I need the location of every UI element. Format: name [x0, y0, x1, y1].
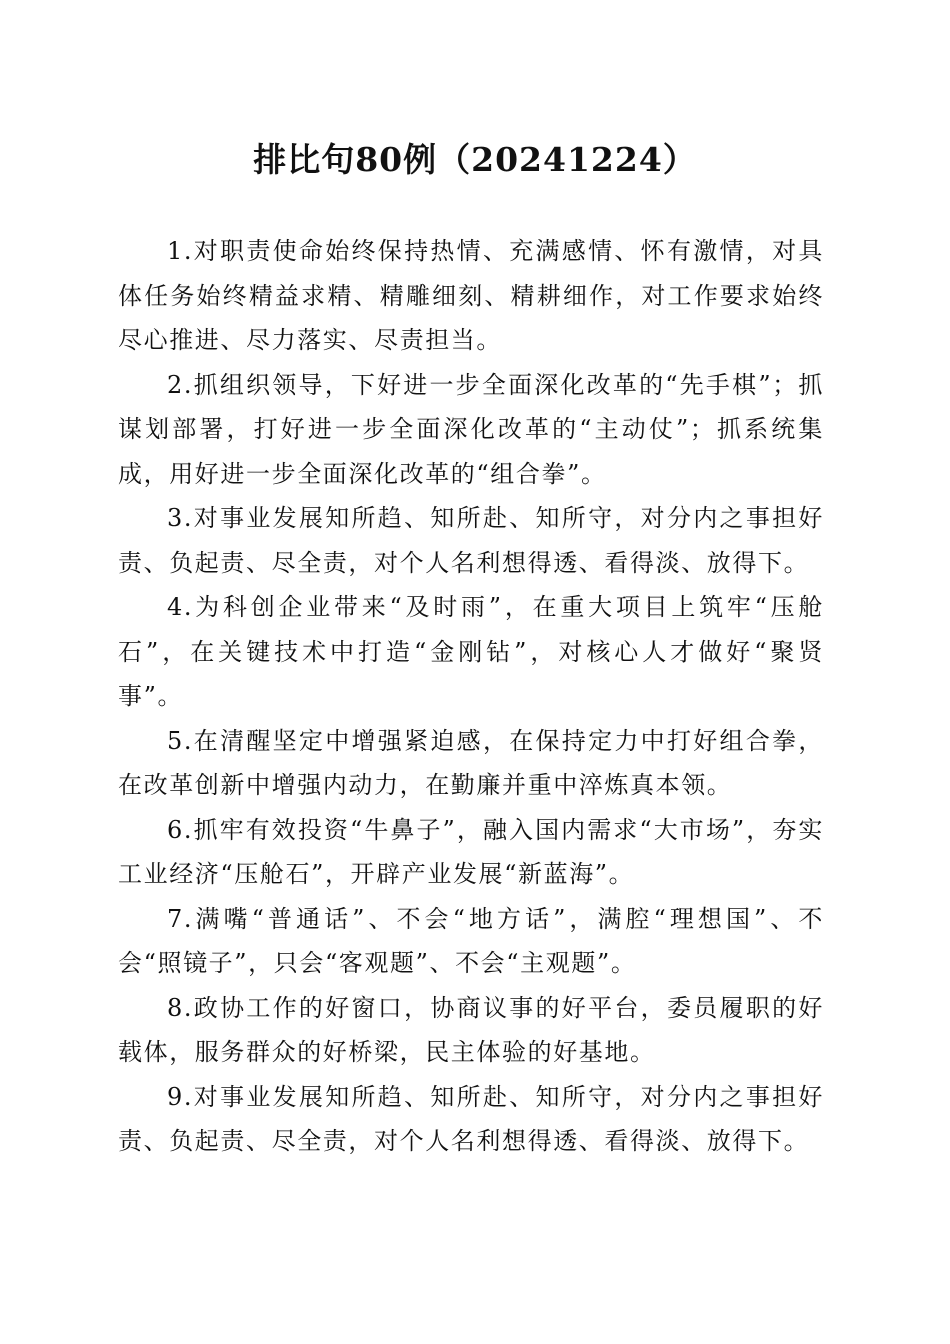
paragraph-1: 1.对职责使命始终保持热情、充满感情、怀有激情，对具体任务始终精益求精、精雕细刻、精耕细作，对工作要求始终尽心推进、尽力落实、尽责担当。: [118, 237, 824, 354]
paragraph-4: 4.为科创企业带来“及时雨”，在重大项目上筑牢“压舱石”，在关键技术中打造“金刚钻”，对核心人才做好“聚贤事”。: [118, 593, 824, 710]
document-body: [118, 229, 824, 1164]
document-title: 排比句80例（20241224）: [253, 140, 697, 179]
paragraph-3: 3.对事业发展知所趋、知所赴、知所守，对分内之事担好责、负起责、尽全责，对个人名利想得透、看得淡、放得下。: [118, 504, 824, 577]
paragraph-5: 5.在清醒坚定中增强紧迫感，在保持定力中打好组合拳，在改革创新中增强内动力，在勤廉并重中淬炼真本领。: [118, 726, 824, 799]
paragraph-8: 8.政协工作的好窗口，协商议事的好平台，委员履职的好载体，服务群众的好桥梁，民主体验的好基地。: [118, 993, 824, 1066]
paragraph-2: 2.抓组织领导，下好进一步全面深化改革的“先手棋”；抓谋划部署，打好进一步全面深化改革的“主动仗”；抓系统集成，用好进一步全面深化改革的“组合拳”。: [118, 370, 824, 488]
paragraph-6: 6.抓牢有效投资“牛鼻子”，融入国内需求“大市场”，夯实工业经济“压舱石”，开辟产业发展“新蓝海”。: [118, 815, 824, 888]
paragraph-9: 9.对事业发展知所趋、知所赴、知所守，对分内之事担好责、负起责、尽全责，对个人名利想得透、看得淡、放得下。: [118, 1082, 824, 1155]
paragraph-7: 7.满嘴“普通话”、不会“地方话”，满腔“理想国”、不会“照镜子”，只会“客观题”、不会“主观题”。: [118, 904, 824, 977]
